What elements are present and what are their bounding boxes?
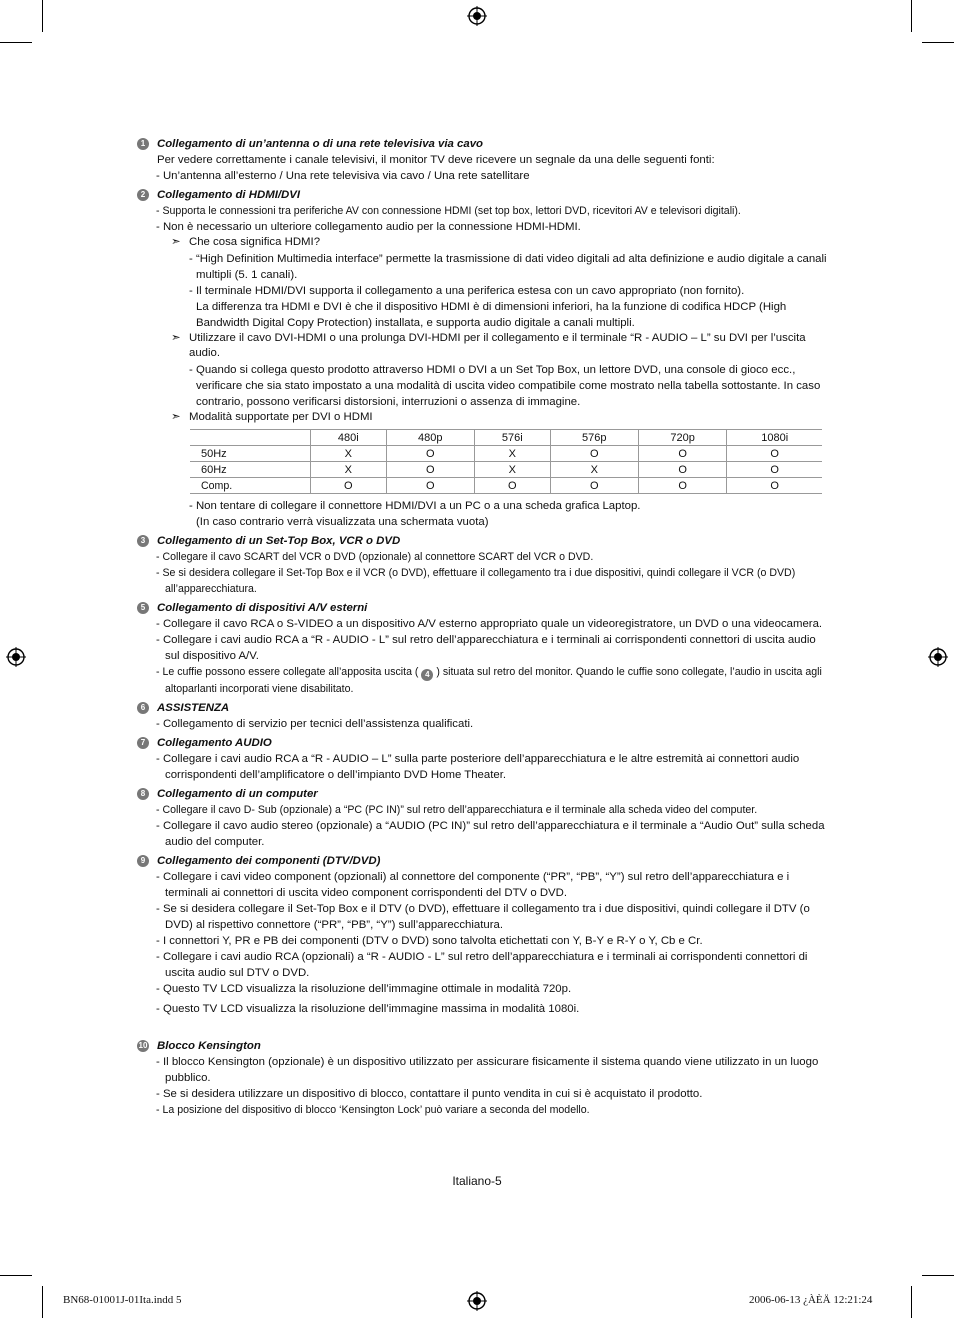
list-item: - Non è necessario un ulteriore collegamento audio per la connessione HDMI-HDMI. — [156, 221, 581, 233]
section-hdmi — [137, 188, 827, 530]
list-item: - Questo TV LCD visualizza la risoluzione dell’immagine ottimale in modalità 720p. — [156, 983, 572, 995]
note: ➣ Modalità supportate per DVI o HDMI — [137, 410, 827, 426]
note: ➣ Utilizzare il cavo DVI-HDMI o una prolunga DVI-HDMI per il collegamento e il terminale “R - AUDIO – L” su DVI per l’uscita audio. — [171, 331, 806, 359]
list-item: La differenza tra HDMI e DVI è che il dispositivo HDMI è di dimensioni inferiori, ha la funzione di codifica HDCP (High Bandwidth Digital Copy Protection) installata, e supporta audio digitale a canali multipli. — [196, 300, 787, 329]
table-cell: O — [386, 478, 474, 494]
table-row — [190, 478, 822, 494]
section-number-badge: 1 — [137, 138, 149, 150]
table-cell: O — [638, 446, 726, 462]
section-title: 8 Collegamento di un computer — [137, 787, 827, 802]
section-number-badge: 9 — [137, 855, 149, 867]
section-antenna — [137, 137, 827, 184]
note: ➣ Che cosa significa HDMI? — [137, 235, 827, 251]
section-text: Per vedere correttamente i canale televisivi, il monitor TV deve ricevere un segnale da una delle seguenti fonti: — [157, 154, 715, 166]
section-title: 2 Collegamento di HDMI/DVI — [137, 188, 827, 203]
list-item: - Collegare il cavo D- Sub (opzionale) a “PC (PC IN)” sul retro dell’apparecchiatura e il terminale alla scheda video del computer. — [156, 804, 758, 816]
section-title: 9 Collegamento dei componenti (DTV/DVD) — [137, 854, 827, 869]
print-file-info: BN68-01001J-01Ita.indd 5 — [63, 1294, 182, 1306]
page-content — [137, 137, 827, 1122]
crop-mark — [42, 0, 43, 32]
table-cell: O — [638, 462, 726, 478]
table-header-row — [190, 430, 822, 446]
table-header-cell: 480i — [311, 430, 387, 446]
list-item: - Supporta le connessioni tra periferiche AV con connessione HDMI (set top box, lettori DVD, ricevitori AV e televisori digitali). — [156, 205, 741, 217]
arrow-note-icon: ➣ — [171, 236, 181, 248]
list-item: - Le cuffie possono essere collegate all’apposita uscita ( 4 ) situata sul retro del monitor. Quando le cuffie sono collegate, l’audio in uscita agli altoparlanti incorporati viene disabilitato. — [156, 666, 822, 695]
table-header-cell: 1080i — [727, 430, 822, 446]
list-item: - Non tentare di collegare il connettore HDMI/DVI a un PC o a una scheda grafica Laptop. — [189, 500, 641, 512]
arrow-note-icon: ➣ — [171, 331, 181, 344]
list-item: - Collegare i cavi audio RCA a “R - AUDIO – L” sulla parte posteriore dell’apparecchiatura e le altre estremità ai connettori audio corrispondenti dell’amplificatore o dell’impianto DVD Home Theater. — [156, 753, 800, 781]
list-item: - Se si desidera collegare il Set-Top Box e il DTV (o DVD), effettuare il collegamento tra i due dispositivi, quindi collegare il DTV (o DVD) al rispettivo connettore (“PR”, “PB”, “Y”) sull’apparecchiatura. — [156, 903, 810, 931]
crop-mark — [911, 0, 912, 32]
list-item: - Questo TV LCD visualizza la risoluzione dell’immagine massima in modalità 1080i. — [156, 1003, 580, 1015]
table-cell: O — [727, 478, 822, 494]
table-cell: O — [727, 462, 822, 478]
table-cell: O — [386, 446, 474, 462]
table-cell: O — [727, 446, 822, 462]
table-cell: 50Hz — [190, 446, 311, 462]
list-item: (In caso contrario verrà visualizzata una schermata vuota) — [196, 516, 489, 528]
table-cell: O — [550, 446, 638, 462]
section-title: 10 Blocco Kensington — [138, 1040, 261, 1052]
section-number-badge: 2 — [137, 189, 149, 201]
section-title: 3 Collegamento di un Set-Top Box, VCR o DVD — [137, 534, 827, 549]
crop-mark — [911, 1286, 912, 1318]
section-number-badge: 4 — [421, 669, 433, 681]
table-cell: X — [550, 462, 638, 478]
crop-mark — [0, 1275, 32, 1276]
table-row — [190, 446, 822, 462]
list-item: - Collegare il cavo SCART del VCR o DVD (opzionale) al connettore SCART del VCR o DVD. — [156, 551, 594, 563]
supported-modes-table — [190, 429, 822, 494]
table-cell: X — [311, 462, 387, 478]
registration-mark-icon — [6, 647, 26, 667]
section-number-badge: 10 — [138, 1041, 148, 1050]
table-header-cell: 720p — [638, 430, 726, 446]
table-cell: X — [474, 446, 550, 462]
list-item: - Collegamento di servizio per tecnici dell’assistenza qualificati. — [156, 718, 474, 730]
section-settop — [137, 534, 827, 597]
section-av — [137, 601, 827, 697]
registration-mark-icon — [928, 647, 948, 667]
crop-mark — [0, 42, 32, 43]
table-cell: O — [386, 462, 474, 478]
table-cell: O — [550, 478, 638, 494]
list-item: - Collegare il cavo RCA o S-VIDEO a un dispositivo A/V esterno appropriato quale un videoregistratore, un DVD o una videocamera. — [156, 618, 823, 630]
list-item: - Il terminale HDMI/DVI supporta il collegamento a una periferica estesa con un cavo appropriato (non fornito). — [189, 284, 745, 297]
section-number-badge: 7 — [137, 737, 149, 749]
section-number-badge: 8 — [137, 788, 149, 800]
table-cell: O — [311, 478, 387, 494]
table-header-cell: 480p — [386, 430, 474, 446]
table-header-cell: 576i — [474, 430, 550, 446]
section-number-badge: 3 — [137, 535, 149, 547]
section-number-badge: 5 — [137, 602, 149, 614]
section-service — [137, 701, 827, 732]
list-item: - Un’antenna all’esterno / Una rete televisiva via cavo / Una rete satellitare — [156, 170, 530, 182]
table-cell: X — [474, 462, 550, 478]
section-components — [137, 854, 827, 1017]
table-cell: O — [474, 478, 550, 494]
list-item: - I connettori Y, PR e PB dei componenti (DTV o DVD) sono talvolta etichettati con Y, B-Y e R-Y o Y, Cb e Cr. — [156, 935, 703, 947]
table-header-cell — [190, 430, 311, 446]
list-item: - Quando si collega questo prodotto attraverso HDMI o DVI a un Set Top Box, un lettore DVD, una console di gioco ecc., verificare che sia stato impostato a una modalità di uscita video compatibile come mostrato nella tabella sottostante. In caso contrario, possono verificarsi distorsioni, interruzioni o assenza di immagine. — [189, 363, 821, 408]
section-title: 1 Collegamento di un’antenna o di una rete televisiva via cavo — [137, 137, 827, 152]
table-header-cell: 576p — [550, 430, 638, 446]
table-cell: O — [638, 478, 726, 494]
crop-mark — [922, 42, 954, 43]
table-cell: X — [311, 446, 387, 462]
print-date-info: 2006-06-13 ¿ÀÈÄ 12:21:24 — [749, 1294, 873, 1306]
table-cell: Comp. — [190, 478, 311, 494]
table-cell: 60Hz — [190, 462, 311, 478]
list-item: - Collegare i cavi video component (opzionali) al connettore del componente (“PR”, “PB”, “Y”) sul retro dell’apparecchiatura e i terminali ai connettori di uscita video component corrispondenti del DTV o DVD. — [156, 871, 790, 899]
list-item: - Collegare i cavi audio RCA a “R - AUDIO - L” sul retro dell’apparecchiatura e i terminali ai corrispondenti connettori di uscita audio sul dispositivo A/V. — [156, 634, 816, 662]
list-item: - La posizione del dispositivo di blocco ‘Kensington Lock’ può variare a seconda del modello. — [156, 1104, 590, 1116]
crop-mark — [922, 1275, 954, 1276]
list-item: - Il blocco Kensington (opzionale) è un dispositivo utilizzato per assicurare fisicamente il sistema quando viene utilizzato in un luogo pubblico. — [156, 1056, 819, 1084]
list-item: - Se si desidera collegare il Set-Top Box e il VCR (o DVD), effettuare il collegamento tra i due dispositivi, quindi collegare il VCR (o DVD) all’apparecchiatura. — [156, 567, 796, 595]
list-item: - Collegare i cavi audio RCA (opzionali) a “R - AUDIO - L” sul retro dell’apparecchiatura e i terminali ai corrispondenti connettori di uscita audio sul DTV o DVD. — [156, 951, 808, 979]
registration-mark-icon — [467, 1291, 487, 1311]
section-kensington — [137, 1039, 827, 1118]
crop-mark — [42, 1286, 43, 1318]
list-item: - Collegare il cavo audio stereo (opzionale) a “AUDIO (PC IN)” sul retro dell’apparecchiatura e il terminale a “Audio Out” sulla scheda audio del computer. — [156, 820, 825, 848]
table-row — [190, 462, 822, 478]
list-item: - “High Definition Multimedia interface” permette la trasmissione di dati video digitali ad alta definizione e audio digitale a canali multipli (5. 1 canali). — [189, 252, 827, 281]
section-audio — [137, 736, 827, 783]
page-number: Italiano-5 — [452, 1174, 502, 1188]
section-number-badge: 6 — [137, 702, 149, 714]
section-title: 6 ASSISTENZA — [137, 701, 827, 716]
section-title: 7 Collegamento AUDIO — [137, 736, 827, 751]
arrow-note-icon: ➣ — [171, 410, 181, 423]
registration-mark-icon — [467, 6, 487, 26]
section-title: 5 Collegamento di dispositivi A/V esterni — [137, 601, 827, 616]
section-computer — [137, 787, 827, 850]
list-item: - Se si desidera utilizzare un dispositivo di blocco, contattare il punto vendita in cui si è acquistato il prodotto. — [156, 1088, 703, 1100]
